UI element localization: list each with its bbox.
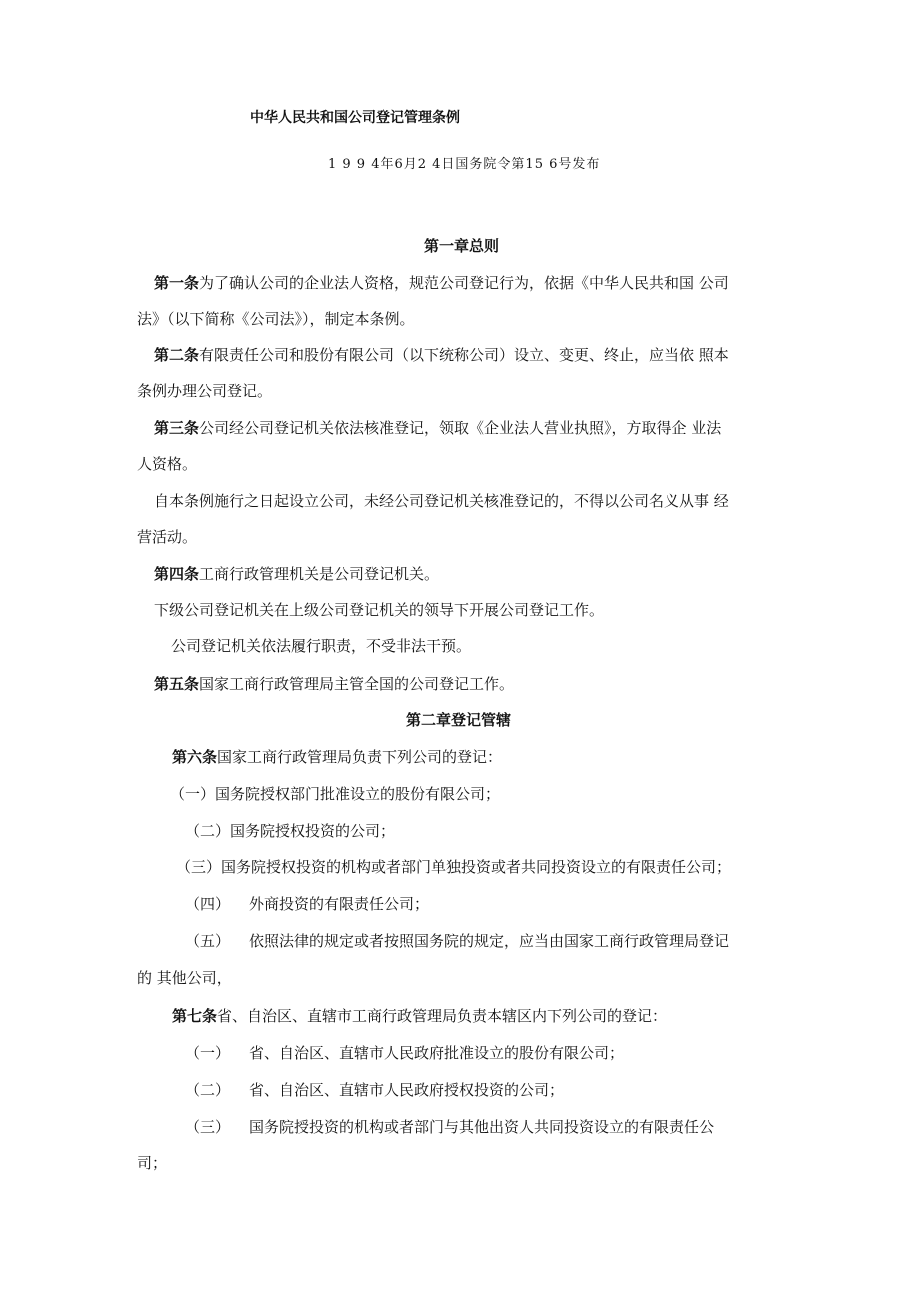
article-6-item-5-continuation: 的 其他公司， [137, 969, 232, 987]
article-6-label: 第六条 [172, 748, 218, 766]
article-3-continuation: 人资格。 [137, 455, 198, 473]
article-7 [172, 1006, 667, 1026]
article-5-text: 国家工商行政管理局主管全国的公司登记工作。 [199, 675, 515, 693]
article-6-item-5-number: （五） [185, 932, 231, 950]
article-5-label: 第五条 [154, 675, 200, 693]
article-1 [154, 273, 729, 293]
article-7-label: 第七条 [172, 1007, 218, 1025]
article-1-label: 第一条 [154, 274, 200, 292]
article-6-item-1: （一）国务院授权部门批准设立的股份有限公司； [170, 785, 501, 803]
article-7-item-1-text: 省、自治区、直辖市人民政府批准设立的股份有限公司； [249, 1044, 625, 1062]
document-subtitle: 1 9 9 4年6月2 4日国务院令第15 6号发布 [328, 157, 601, 172]
article-2-label: 第二条 [154, 346, 200, 364]
article-6-item-2: （二）国务院授权投资的公司； [185, 822, 396, 840]
article-7-item-2-number: （二） [185, 1081, 231, 1099]
article-3 [154, 418, 721, 438]
article-6-item-3: （三）国务院授权投资的机构或者部门单独投资或者共同投资设立的有限责任公司； [176, 858, 732, 876]
article-3-text: 公司经公司登记机关依法核准登记，领取《企业法人营业执照》，方取得企 业法 [199, 419, 722, 437]
article-4 [154, 564, 439, 584]
chapter-1-heading: 第一章总则 [424, 237, 500, 255]
article-4-paragraph-3: 公司登记机关依法履行职责，不受非法干预。 [171, 637, 472, 655]
article-4-text: 工商行政管理机关是公司登记机关。 [199, 565, 440, 583]
article-1-continuation: 法》（以下简称《公司法》），制定本条例。 [137, 310, 415, 328]
article-3-paragraph-2: 自本条例施行之日起设立公司，未经公司登记机关核准登记的，不得以公司名义从事 经 [154, 492, 729, 510]
chapter-2-heading: 第二章登记管辖 [406, 711, 512, 729]
article-3-label: 第三条 [154, 419, 200, 437]
article-7-item-3-continuation: 司； [137, 1154, 168, 1172]
article-2 [154, 345, 729, 365]
article-2-text: 有限责任公司和股份有限公司（以下统称公司）设立、变更、终止，应当依 照本 [199, 346, 729, 364]
article-7-item-2-text: 省、自治区、直辖市人民政府授权投资的公司； [249, 1081, 565, 1099]
document-title: 中华人民共和国公司登记管理条例 [250, 110, 460, 126]
article-3-paragraph-2-continuation: 营活动。 [137, 528, 198, 546]
article-6-text: 国家工商行政管理局负责下列公司的登记： [217, 748, 503, 766]
article-7-item-3-number: （三） [185, 1118, 231, 1136]
article-2-continuation: 条例办理公司登记。 [137, 382, 273, 400]
article-7-item-3-text: 国务院授投资的机构或者部门与其他出资人共同投资设立的有限责任公 [249, 1118, 715, 1136]
article-6 [172, 747, 502, 767]
article-4-paragraph-2: 下级公司登记机关在上级公司登记机关的领导下开展公司登记工作。 [154, 601, 605, 619]
article-6-item-5-text: 依照法律的规定或者按照国务院的规定，应当由国家工商行政管理局登记 [249, 932, 730, 950]
article-7-text: 省、自治区、直辖市工商行政管理局负责本辖区内下列公司的登记： [217, 1007, 668, 1025]
article-7-item-1-number: （一） [185, 1044, 231, 1062]
article-6-item-4-text: 外商投资的有限责任公司； [249, 895, 430, 913]
article-5 [154, 674, 514, 694]
article-1-text: 为了确认公司的企业法人资格，规范公司登记行为，依据《中华人民共和国 公司 [199, 274, 729, 292]
article-6-item-4-number: （四） [185, 895, 231, 913]
article-4-label: 第四条 [154, 565, 200, 583]
